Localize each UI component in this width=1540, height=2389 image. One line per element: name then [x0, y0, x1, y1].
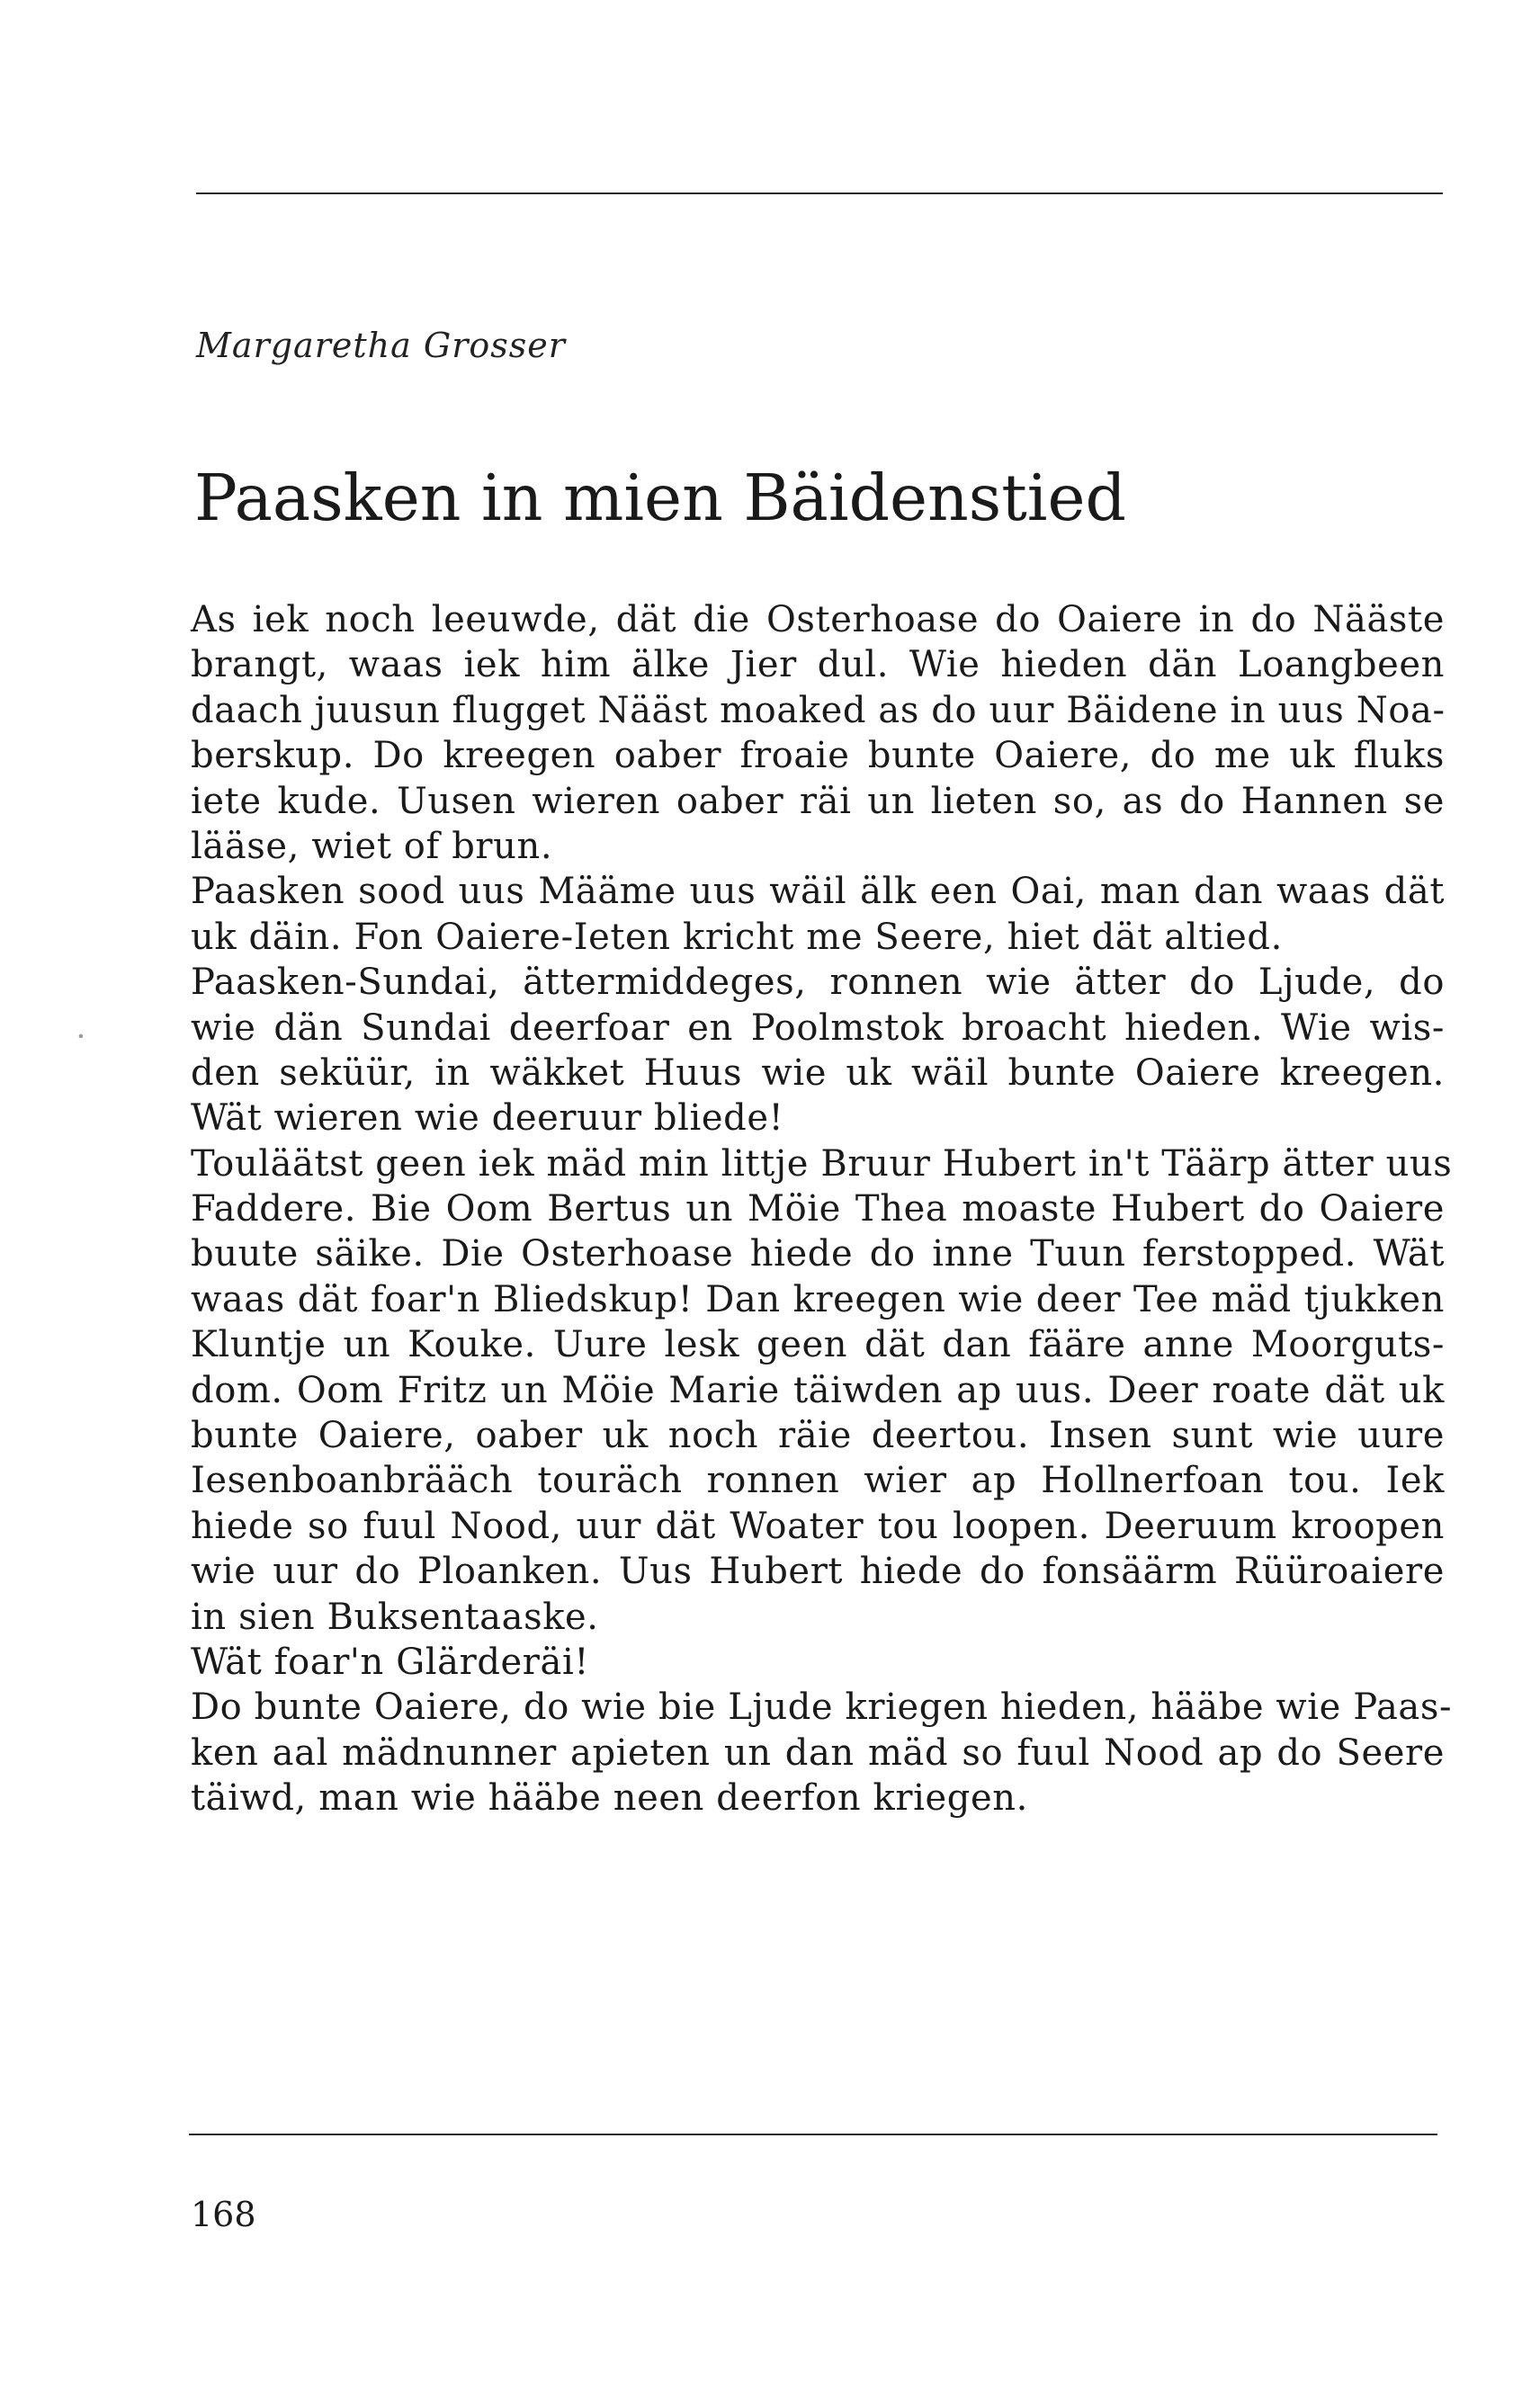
top-rule	[196, 192, 1443, 194]
article-title: Paasken in mien Bäidenstied	[194, 461, 1126, 535]
author-name: Margaretha Grosser	[196, 326, 566, 365]
page-number: 168	[191, 2195, 256, 2234]
body-line: As iek noch leeuwde, dät die Osterhoase do Oaiere in do Nääste	[191, 599, 1445, 640]
body-line: Wät wieren wie deeruur bliede!	[191, 1097, 784, 1140]
scan-speck: ∙	[77, 1027, 85, 1044]
body-line: berskup. Do kreegen oaber froaie bunte Oaiere, do me uk fluks	[191, 735, 1445, 777]
body-line: waas dät foar'n Bliedskup! Dan kreegen wie deer Tee mäd tjukken	[191, 1278, 1445, 1320]
body-line: brangt, waas iek him älke Jier dul. Wie hieden dän Loangbeen	[191, 644, 1445, 686]
body-line: iete kude. Uusen wieren oaber räi un lieten so, as do Hannen se	[191, 780, 1445, 822]
body-line: in sien Buksentaaske.	[191, 1596, 599, 1638]
body-line: bunte Oaiere, oaber uk noch räie deertou. Insen sunt wie uure	[191, 1415, 1445, 1457]
body-line: täiwd, man wie hääbe neen deerfon kriegen.	[191, 1777, 1028, 1820]
body-line: hiede so fuul Nood, uur dät Woater tou loopen. Deeruum kroopen	[191, 1505, 1445, 1547]
body-line: wie uur do Ploanken. Uus Hubert hiede do fonsäärm Rüüroaiere	[191, 1551, 1445, 1593]
body-line: wie dän Sundai deerfoar en Poolmstok broacht hieden. Wie wis-	[191, 1007, 1445, 1049]
body-line: Paasken sood uus Määme uus wäil älk een Oai, man dan waas dät	[191, 871, 1445, 913]
body-line: Do bunte Oaiere, do wie bie Ljude kriegen hieden, hääbe wie Paas-	[191, 1687, 1453, 1729]
body-line: Paasken-Sundai, ättermiddeges, ronnen wie ätter do Ljude, do	[191, 962, 1445, 1004]
body-line: Iesenboanbrääch touräch ronnen wier ap Hollnerfoan tou. Iek	[191, 1460, 1445, 1502]
bottom-rule	[189, 2134, 1437, 2135]
body-line: daach juusun flugget Nääst moaked as do uur Bäidene in uus Noa-	[191, 689, 1446, 731]
body-line: den seküür, in wäkket Huus wie uk wäil bunte Oaiere kreegen.	[191, 1051, 1445, 1094]
body-line: buute säike. Die Osterhoase hiede do inne Tuun ferstopped. Wät	[191, 1233, 1445, 1275]
body-line: Faddere. Bie Oom Bertus un Möie Thea moaste Hubert do Oaiere	[191, 1188, 1445, 1230]
body-line: ken aal mädnunner apieten un dan mäd so fuul Nood ap do Seere	[191, 1731, 1445, 1774]
body-line: lääse, wiet of brun.	[191, 825, 553, 867]
body-line: uk däin. Fon Oaiere-Ieten kricht me Seere, hiet dät altied.	[191, 916, 1283, 958]
body-line: Wät foar'n Glärderäi!	[191, 1641, 590, 1683]
article-body	[191, 597, 1453, 1821]
body-line: Touläätst geen iek mäd min littje Bruur Hubert in't Täärp ätter uus	[191, 1142, 1453, 1185]
body-line: dom. Oom Fritz un Möie Marie täiwden ap uus. Deer roate dät uk	[191, 1369, 1445, 1411]
body-line: Kluntje un Kouke. Uure lesk geen dät dan fääre anne Moorguts-	[191, 1324, 1445, 1366]
